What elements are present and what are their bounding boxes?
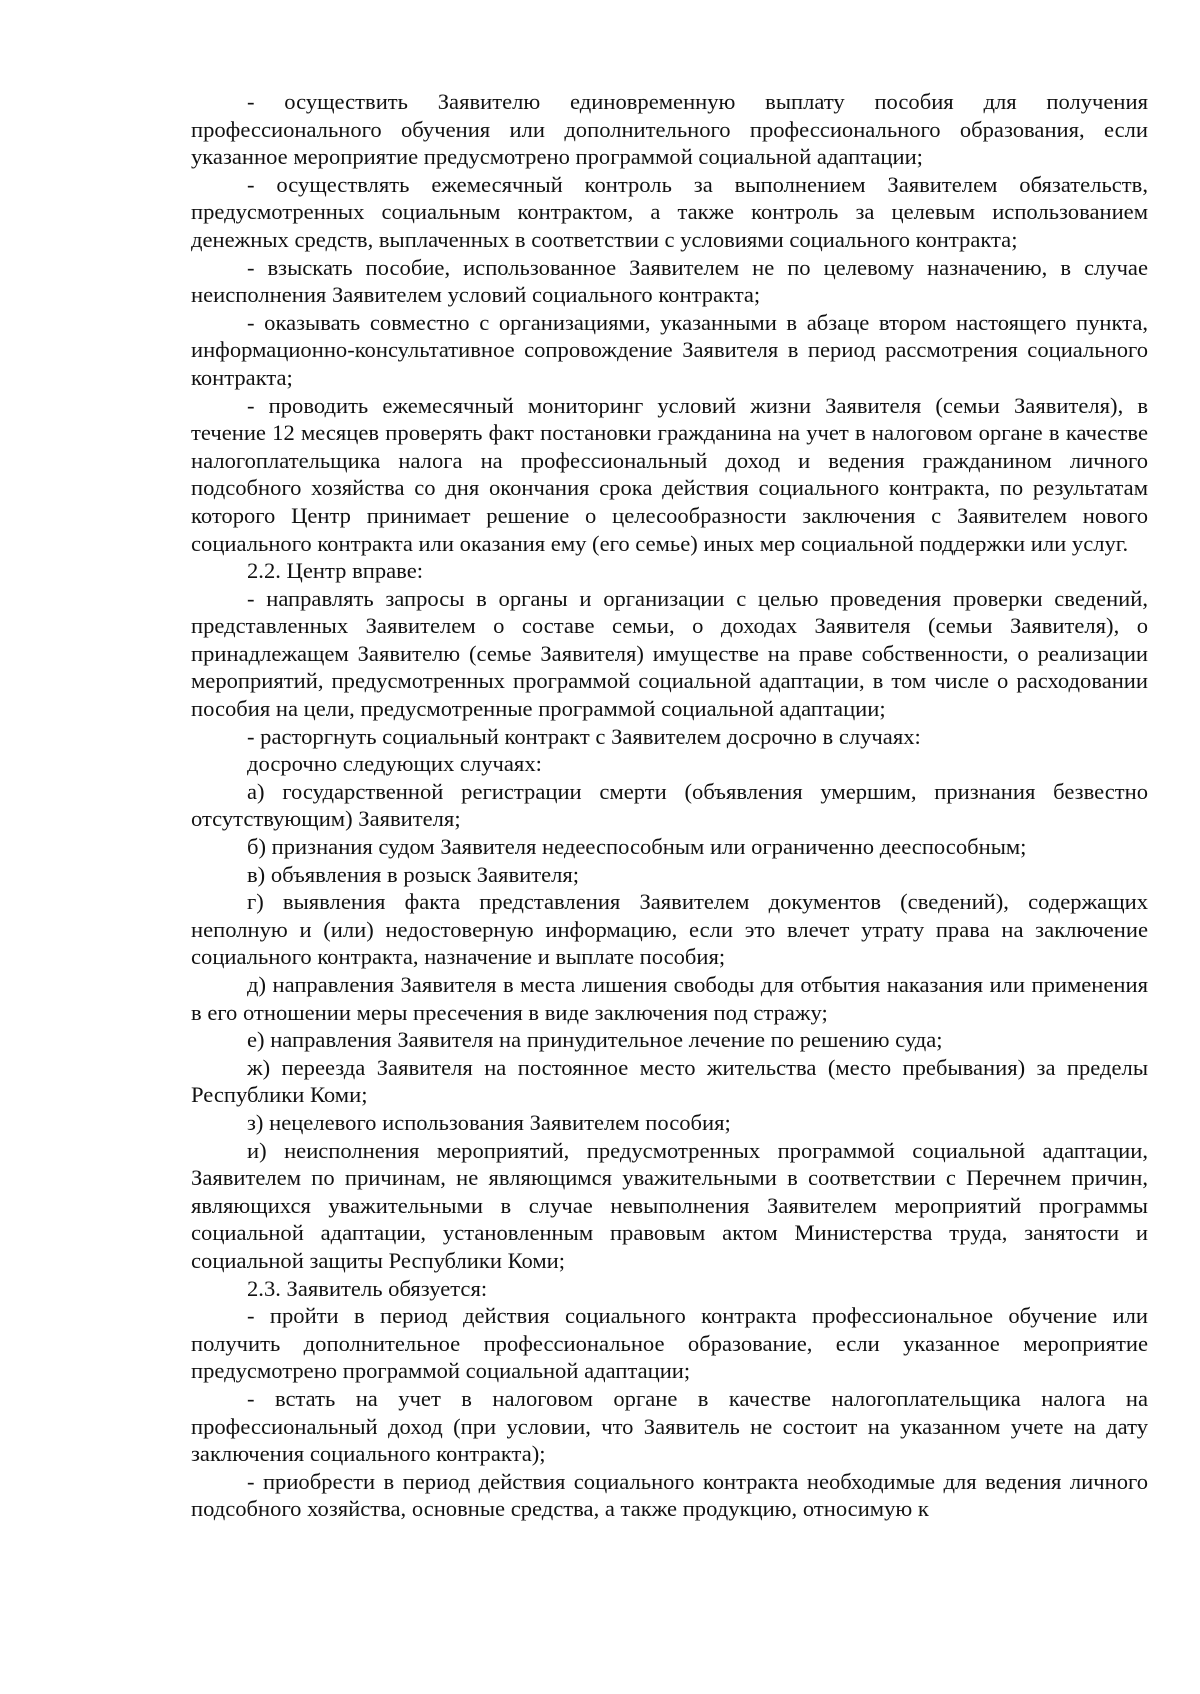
paragraph-terminate-contract: - расторгнуть социальный контракт с Заявителем досрочно в случаях: xyxy=(247,723,921,749)
section-heading-2-3: 2.3. Заявитель обязуется: xyxy=(247,1275,488,1301)
list-item-i: и) неисполнения мероприятий, предусмотренных программой социальной адаптации, Заявителем по причинам, не являющимся уважительными в соответствии с Перечнем причин, являющихся уважительными в случае невыполнения Заявителем мероприятий программы социальной адаптации, установленным правовым актом Министерства труда, занятости и социальной защиты Республики Коми; xyxy=(191,1137,1148,1273)
list-item-z: з) нецелевого использования Заявителем пособия; xyxy=(247,1109,731,1135)
paragraph-monthly-control: - осуществлять ежемесячный контроль за выполнением Заявителем обязательств, предусмотренных социальным контрактом, а также контроль за целевым использованием денежных средств, выплаченных в соответствии с условиями социального контракта; xyxy=(191,171,1148,252)
list-item-v: в) объявления в розыск Заявителя; xyxy=(247,861,580,887)
paragraph-lump-sum-payment: - осуществить Заявителю единовременную выплату пособия для получения профессионального обучения или дополнительного профессионального образования, если указанное мероприятие предусмотрено программой социальной адаптации; xyxy=(191,89,1148,170)
list-item-zh: ж) переезда Заявителя на постоянное место жительства (место пребывания) за пределы Республики Коми; xyxy=(191,1054,1148,1108)
paragraph-tax-registration: - встать на учет в налоговом органе в качестве налогоплательщика налога на профессиональный доход (при условии, что Заявитель не состоит на указанном учете на дату заключения социального контракта); xyxy=(191,1385,1148,1467)
paragraph-monthly-monitoring: - проводить ежемесячный мониторинг условий жизни Заявителя (семьи Заявителя), в течение 12 месяцев проверять факт постановки гражданина на учет в налоговом органе в качестве налогоплательщика налога на профессиональный доход и ведения гражданином личного подсобного хозяйства со дня окончания срока действия социального контракта, по результатам которого Центр принимает решение о целесообразности заключения с Заявителем нового социального контракта или оказания ему (его семье) иных мер социальной поддержки или услуг. xyxy=(191,392,1148,556)
paragraph-acquire-assets: - приобрести в период действия социального контракта необходимые для ведения личного подсобного хозяйства, основные средства, а также продукцию, относимую к xyxy=(191,1468,1148,1522)
paragraph-early-cases: досрочно следующих случаях: xyxy=(247,751,542,777)
list-item-b: б) признания судом Заявителя недееспособным или ограниченно дееспособным; xyxy=(247,834,1027,860)
list-item-a: а) государственной регистрации смерти (объявления умершим, признания безвестно отсутствующим) Заявителя; xyxy=(191,778,1148,832)
paragraph-consulting-support: - оказывать совместно с организациями, указанными в абзаце втором настоящего пункта, информационно-консультативное сопровождение Заявителя в период рассмотрения социального контракта; xyxy=(191,309,1148,390)
paragraph-recover-allowance: - взыскать пособие, использованное Заявителем не по целевому назначению, в случае неисполнения Заявителем условий социального контракта; xyxy=(191,254,1148,308)
list-item-e: е) направления Заявителя на принудительное лечение по решению суда; xyxy=(247,1027,943,1053)
list-item-g: г) выявления факта представления Заявителем документов (сведений), содержащих неполную и (или) недостоверную информацию, если это влечет утрату права на заключение социального контракта, назначение и выплате пособия; xyxy=(191,889,1148,970)
document-body xyxy=(191,88,1148,1523)
list-item-d: д) направления Заявителя в места лишения свободы для отбытия наказания или применения в его отношении меры пресечения в виде заключения под стражу; xyxy=(191,972,1148,1025)
section-heading-2-2: 2.2. Центр вправе: xyxy=(247,558,423,584)
paragraph-professional-training: - пройти в период действия социального контракта профессиональное обучение или получить дополнительное профессиональное образование, если указанное мероприятие предусмотрено программой социальной адаптации; xyxy=(191,1303,1148,1384)
paragraph-send-requests: - направлять запросы в органы и организации с целью проведения проверки сведений, представленных Заявителем о составе семьи, о доходах Заявителя (семьи Заявителя), о принадлежащем Заявителю (семье Заявителя) имуществе на праве собственности, о реализации мероприятий, предусмотренных программой социальной адаптации, в том числе о расходовании пособия на цели, предусмотренные программой социальной адаптации; xyxy=(191,585,1148,722)
